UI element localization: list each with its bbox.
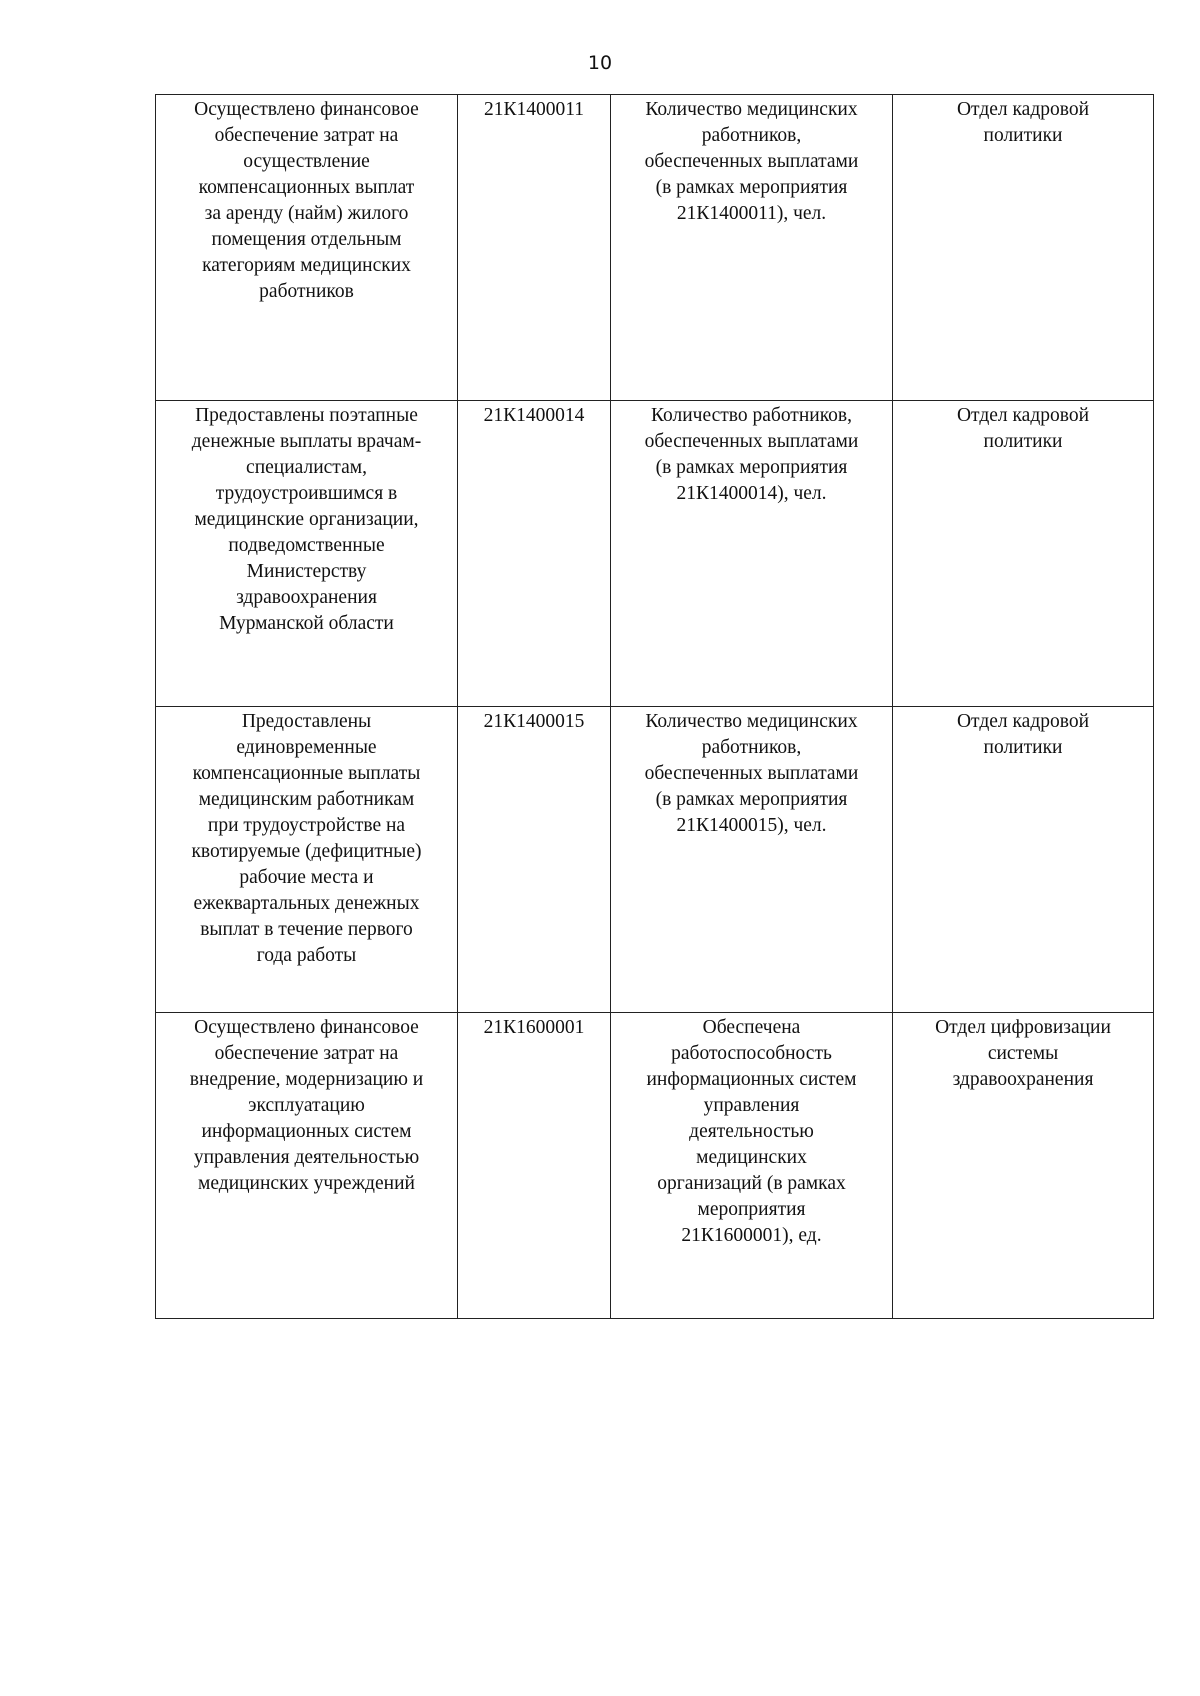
result-text: Осуществлено финансовое обеспечение затрат на внедрение, модернизацию и эксплуатацию информационных систем управления деятельностью медицинских учреждений bbox=[189, 1017, 424, 1194]
department-text: Отдел цифровизации системы здравоохранения bbox=[935, 1017, 1111, 1090]
indicator-cell bbox=[611, 1013, 893, 1319]
department-cell bbox=[893, 95, 1154, 401]
indicator-text: Количество работников, обеспеченных выплатами (в рамках мероприятия 21К1400014), чел. bbox=[644, 405, 859, 504]
indicator-text: Обеспечена работоспособность информационных систем управления деятельностью медицинских организаций (в рамках мероприятия 21К1600001), ед. bbox=[646, 1017, 857, 1246]
department-text: Отдел кадровой политики bbox=[956, 405, 1090, 452]
result-text: Предоставлены поэтапные денежные выплаты врачам- специалистам, трудоустроившимся в медицинские организации, подведомственные Министерству здравоохранения Мурманской области bbox=[191, 405, 422, 634]
indicator-text: Количество медицинских работников, обеспеченных выплатами (в рамках мероприятия 21К1400011), чел. bbox=[644, 99, 859, 224]
code-text: 21К1400015 bbox=[483, 711, 585, 732]
indicator-text: Количество медицинских работников, обеспеченных выплатами (в рамках мероприятия 21К1400015), чел. bbox=[644, 711, 859, 836]
department-text: Отдел кадровой политики bbox=[956, 99, 1090, 146]
code-text: 21К1400011 bbox=[483, 99, 585, 120]
code-cell bbox=[458, 1013, 611, 1319]
result-text: Осуществлено финансовое обеспечение затрат на осуществление компенсационных выплат за аренду (найм) жилого помещения отдельным категориям медицинских работников bbox=[194, 99, 419, 302]
code-text: 21К1600001 bbox=[483, 1017, 585, 1038]
indicator-cell bbox=[611, 401, 893, 707]
result-cell bbox=[156, 401, 458, 707]
code-cell bbox=[458, 95, 611, 401]
table-row bbox=[156, 95, 1154, 401]
department-cell bbox=[893, 401, 1154, 707]
page-number: 10 bbox=[587, 52, 613, 74]
indicator-cell bbox=[611, 707, 893, 1013]
table-row bbox=[156, 401, 1154, 707]
code-text: 21К1400014 bbox=[483, 405, 585, 426]
measures-table bbox=[155, 94, 1154, 1319]
result-cell bbox=[156, 1013, 458, 1319]
department-cell bbox=[893, 707, 1154, 1013]
result-text: Предоставлены единовременные компенсационные выплаты медицинским работникам при трудоустройстве на квотируемые (дефицитные) рабочие места и ежеквартальных денежных выплат в течение первого года работы bbox=[191, 711, 422, 966]
table-row bbox=[156, 1013, 1154, 1319]
indicator-cell bbox=[611, 95, 893, 401]
table-row bbox=[156, 707, 1154, 1013]
code-cell bbox=[458, 707, 611, 1013]
result-cell bbox=[156, 95, 458, 401]
department-text: Отдел кадровой политики bbox=[956, 711, 1090, 758]
code-cell bbox=[458, 401, 611, 707]
result-cell bbox=[156, 707, 458, 1013]
department-cell bbox=[893, 1013, 1154, 1319]
